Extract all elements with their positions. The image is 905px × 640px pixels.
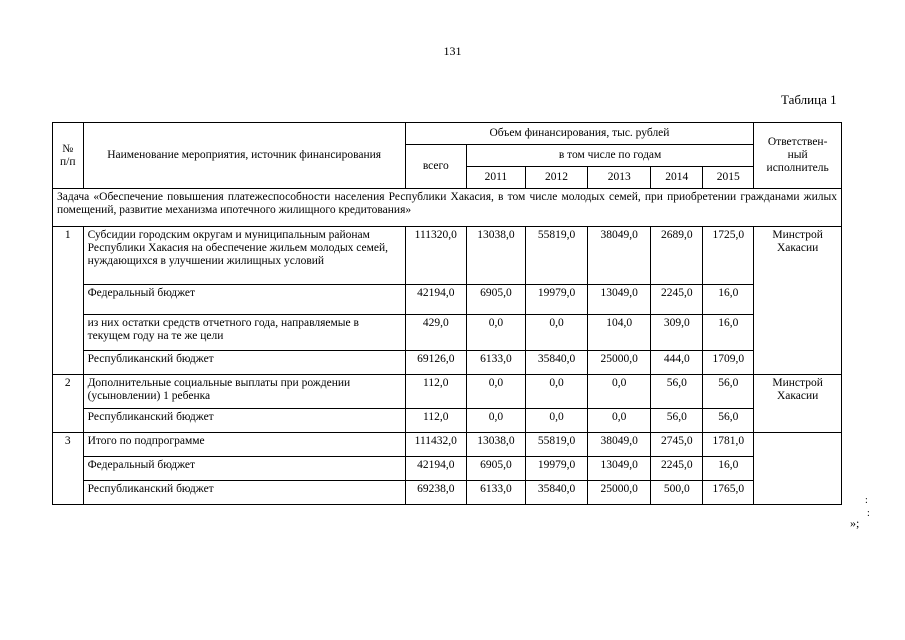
row-year-value: 25000,0 <box>588 481 651 505</box>
row-number <box>53 409 84 433</box>
row-year-value: 2689,0 <box>651 227 703 285</box>
row-year-value: 55819,0 <box>525 433 587 457</box>
row-year-value: 16,0 <box>703 315 754 351</box>
row-year-value: 0,0 <box>525 315 587 351</box>
row-year-value: 0,0 <box>466 315 525 351</box>
closing-quote: »; <box>850 516 860 530</box>
table-row <box>53 285 842 315</box>
margin-mark: : <box>865 495 868 506</box>
row-number <box>53 285 84 315</box>
row-total: 42194,0 <box>405 457 466 481</box>
row-year-value: 6905,0 <box>466 457 525 481</box>
header-year: 2012 <box>525 167 587 189</box>
row-year-value: 13038,0 <box>466 227 525 285</box>
row-name: Республиканский бюджет <box>83 351 405 375</box>
row-year-value: 1725,0 <box>703 227 754 285</box>
row-name: Дополнительные социальные выплаты при рождении (усыновлении) 1 ребенка <box>83 375 405 409</box>
row-year-value: 2745,0 <box>651 433 703 457</box>
row-responsible <box>754 433 842 505</box>
row-year-value: 56,0 <box>703 409 754 433</box>
header-num: № п/п <box>53 123 84 189</box>
row-year-value: 35840,0 <box>525 351 587 375</box>
row-total: 42194,0 <box>405 285 466 315</box>
header-year: 2013 <box>588 167 651 189</box>
row-year-value: 1765,0 <box>703 481 754 505</box>
header-name: Наименование мероприятия, источник финансирования <box>83 123 405 189</box>
row-total: 69238,0 <box>405 481 466 505</box>
row-year-value: 13049,0 <box>588 285 651 315</box>
row-year-value: 0,0 <box>588 375 651 409</box>
row-name: Республиканский бюджет <box>83 409 405 433</box>
row-number <box>53 457 84 481</box>
row-year-value: 0,0 <box>525 375 587 409</box>
header-year: 2011 <box>466 167 525 189</box>
header-year: 2015 <box>703 167 754 189</box>
table-row <box>53 315 842 351</box>
header-by-years: в том числе по годам <box>466 145 753 167</box>
header-responsible: Ответствен-ный исполнитель <box>754 123 842 189</box>
row-year-value: 0,0 <box>588 409 651 433</box>
row-year-value: 13038,0 <box>466 433 525 457</box>
table-row <box>53 351 842 375</box>
header-year: 2014 <box>651 167 703 189</box>
row-year-value: 13049,0 <box>588 457 651 481</box>
row-year-value: 1781,0 <box>703 433 754 457</box>
financing-table <box>52 122 842 505</box>
row-year-value: 2245,0 <box>651 457 703 481</box>
row-year-value: 0,0 <box>466 409 525 433</box>
table-row <box>53 375 842 409</box>
row-year-value: 19979,0 <box>525 285 587 315</box>
row-year-value: 0,0 <box>525 409 587 433</box>
row-number: 1 <box>53 227 84 285</box>
header-volume: Объем финансирования, тыс. рублей <box>405 123 754 145</box>
row-name: из них остатки средств отчетного года, направляемые в текущем году на те же цели <box>83 315 405 351</box>
row-year-value: 16,0 <box>703 285 754 315</box>
row-total: 429,0 <box>405 315 466 351</box>
row-year-value: 16,0 <box>703 457 754 481</box>
row-year-value: 444,0 <box>651 351 703 375</box>
row-name: Республиканский бюджет <box>83 481 405 505</box>
margin-mark: : <box>867 508 870 519</box>
row-number: 3 <box>53 433 84 457</box>
table-row <box>53 457 842 481</box>
table-row <box>53 409 842 433</box>
row-number <box>53 481 84 505</box>
row-name: Федеральный бюджет <box>83 457 405 481</box>
row-name: Субсидии городским округам и муниципальным районам Республики Хакасия на обеспечение жильем молодых семей, нуждающихся в улучшении жилищных условий <box>83 227 405 285</box>
row-year-value: 6133,0 <box>466 351 525 375</box>
table-row <box>53 227 842 285</box>
row-responsible: Минстрой Хакасии <box>754 227 842 375</box>
row-total: 111432,0 <box>405 433 466 457</box>
row-year-value: 0,0 <box>466 375 525 409</box>
row-total: 112,0 <box>405 409 466 433</box>
row-year-value: 56,0 <box>651 409 703 433</box>
row-year-value: 38049,0 <box>588 433 651 457</box>
row-number: 2 <box>53 375 84 409</box>
row-year-value: 56,0 <box>651 375 703 409</box>
row-year-value: 2245,0 <box>651 285 703 315</box>
row-responsible: Минстрой Хакасии <box>754 375 842 433</box>
table-row <box>53 481 842 505</box>
row-year-value: 38049,0 <box>588 227 651 285</box>
row-total: 69126,0 <box>405 351 466 375</box>
table-row <box>53 433 842 457</box>
row-year-value: 19979,0 <box>525 457 587 481</box>
row-year-value: 25000,0 <box>588 351 651 375</box>
row-year-value: 500,0 <box>651 481 703 505</box>
header-total: всего <box>405 145 466 189</box>
row-year-value: 35840,0 <box>525 481 587 505</box>
table-caption: Таблица 1 <box>781 92 837 107</box>
row-year-value: 1709,0 <box>703 351 754 375</box>
row-year-value: 104,0 <box>588 315 651 351</box>
row-total: 112,0 <box>405 375 466 409</box>
row-year-value: 6133,0 <box>466 481 525 505</box>
task-row: Задача «Обеспечение повышения платежеспособности населения Республики Хакасия, в том числе молодых семей, при приобретении гражданами жилых помещений, развитие механизма ипотечного жилищного кредитования» <box>53 189 842 227</box>
row-number <box>53 351 84 375</box>
row-name: Федеральный бюджет <box>83 285 405 315</box>
row-number <box>53 315 84 351</box>
row-total: 111320,0 <box>405 227 466 285</box>
row-year-value: 6905,0 <box>466 285 525 315</box>
row-year-value: 56,0 <box>703 375 754 409</box>
row-year-value: 309,0 <box>651 315 703 351</box>
row-name: Итого по подпрограмме <box>83 433 405 457</box>
page-number: 131 <box>443 44 462 58</box>
row-year-value: 55819,0 <box>525 227 587 285</box>
